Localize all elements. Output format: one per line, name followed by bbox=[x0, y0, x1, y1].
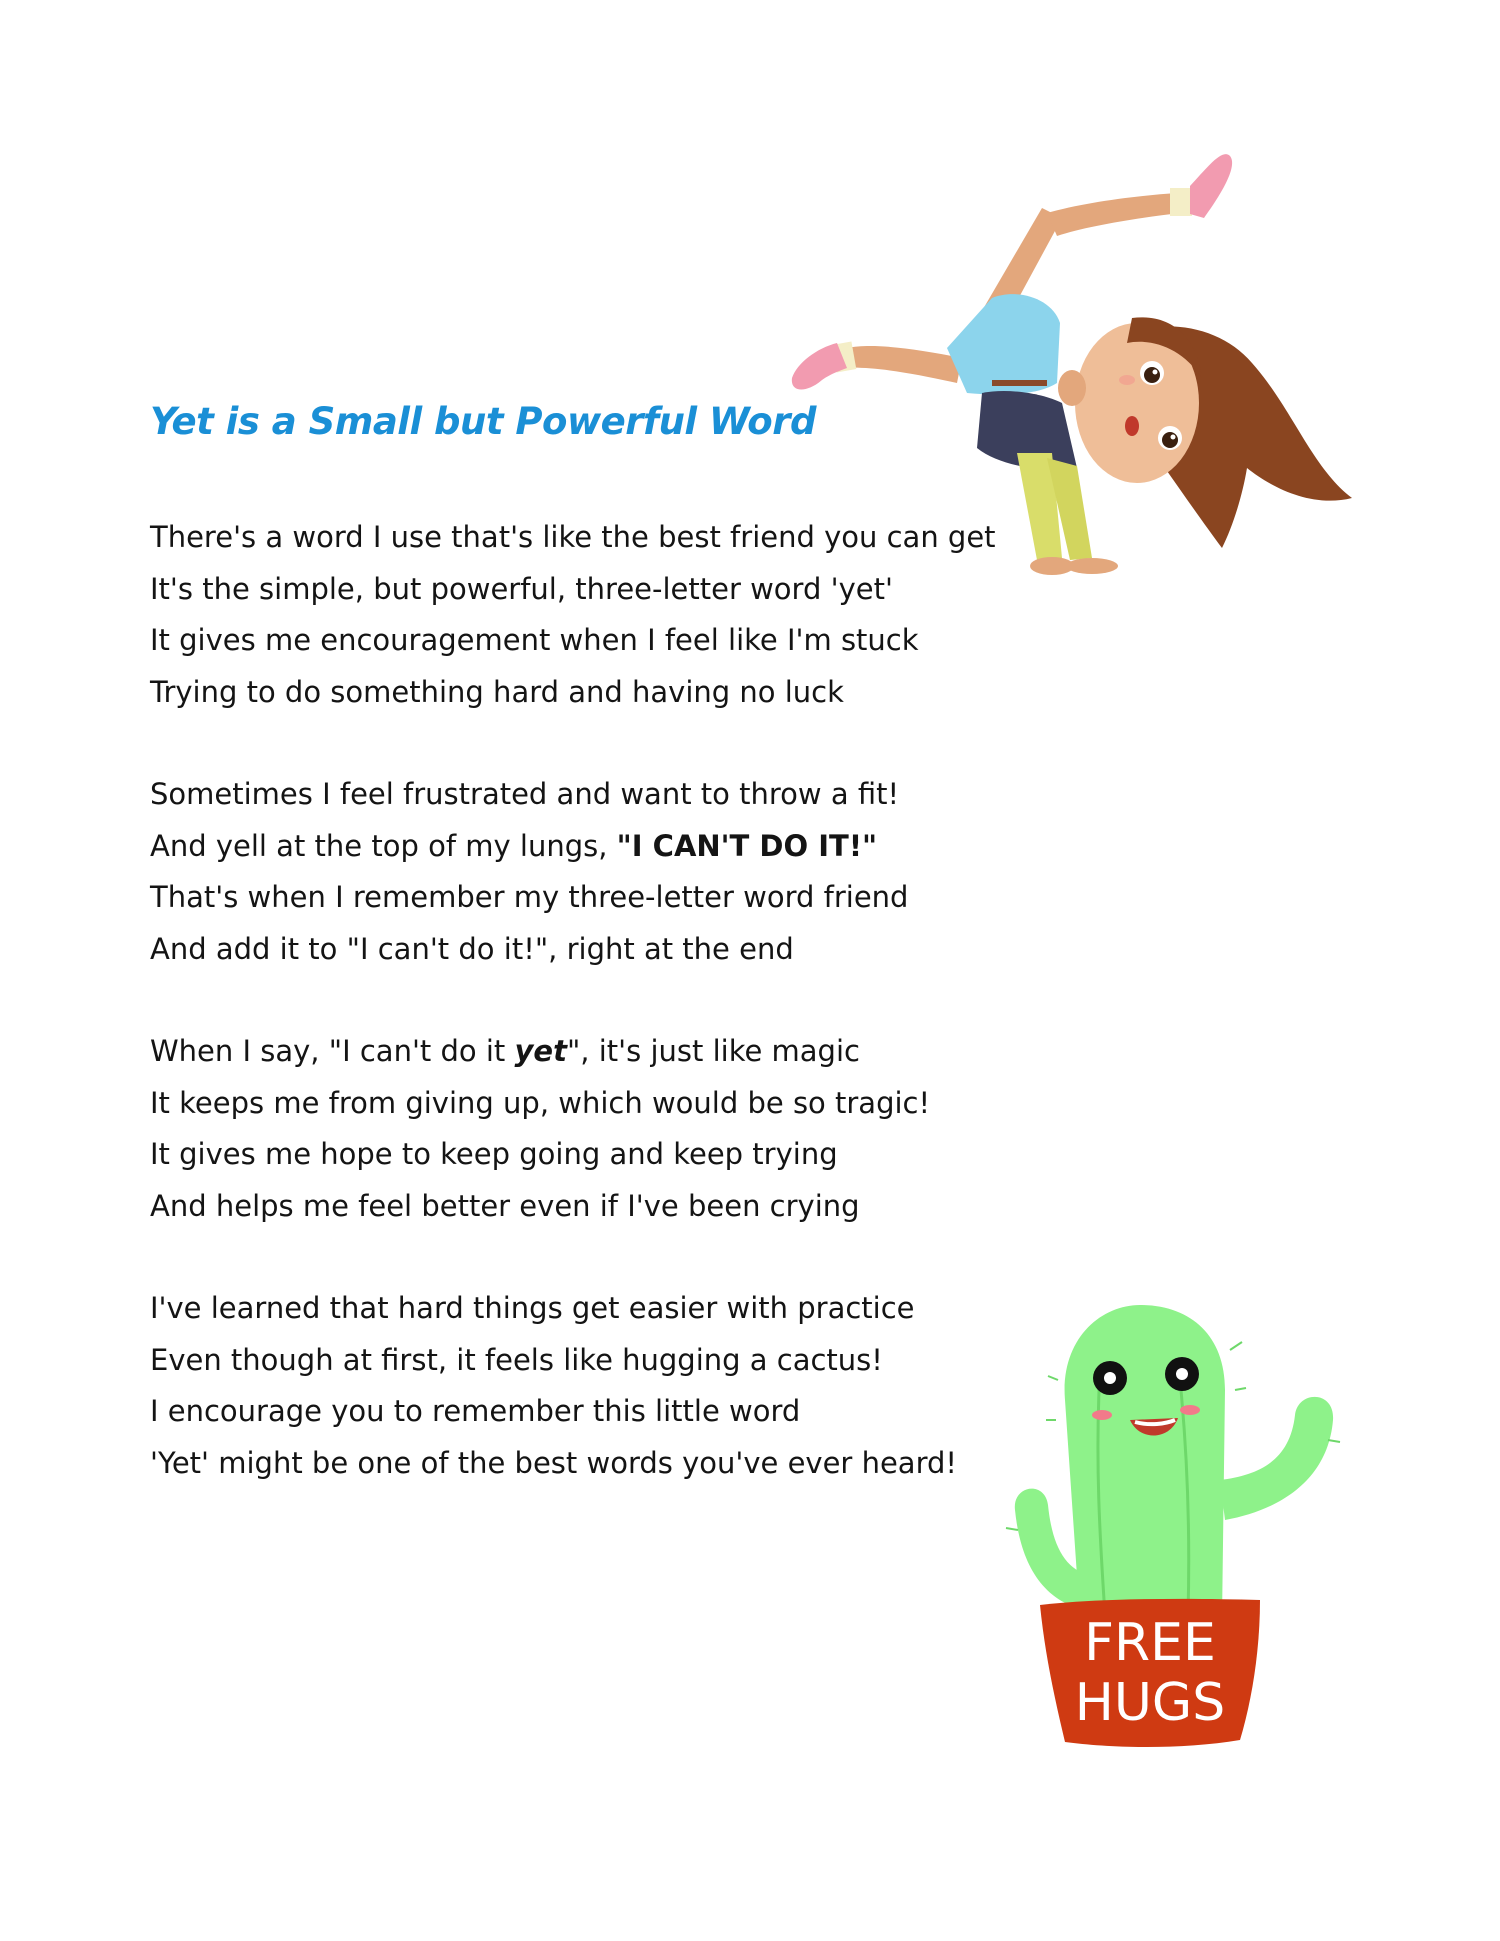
poem-line bbox=[150, 821, 1020, 873]
poem-line: Trying to do something hard and having no luck bbox=[150, 674, 844, 709]
poem-line: And helps me feel better even if I've been crying bbox=[150, 1188, 860, 1223]
poem-line: It gives me hope to keep going and keep trying bbox=[150, 1137, 838, 1171]
poem-line: I encourage you to remember this little word bbox=[150, 1394, 801, 1428]
poem-line: Sometimes I feel frustrated and want to throw a fit! bbox=[150, 777, 900, 811]
poem-line bbox=[150, 1026, 1020, 1078]
poem-line: There's a word I use that's like the best friend you can get bbox=[150, 520, 996, 554]
pot-text-hugs: HUGS bbox=[1074, 1673, 1226, 1733]
poem-body bbox=[150, 512, 1020, 1540]
stanza-2 bbox=[150, 769, 1020, 975]
cartwheel-girl-illustration bbox=[752, 148, 1360, 638]
poem-line: 'Yet' might be one of the best words you've ever heard! bbox=[150, 1445, 958, 1480]
pot-text-free: FREE bbox=[1084, 1613, 1216, 1673]
line-text: When I say, "I can't do it bbox=[150, 1034, 515, 1068]
stanza-3 bbox=[150, 1026, 1020, 1232]
poem-line: It's the simple, but powerful, three-letter word 'yet' bbox=[150, 571, 893, 606]
poem-line: It gives me encouragement when I feel like I'm stuck bbox=[150, 623, 919, 657]
cactus-illustration bbox=[990, 1280, 1355, 1780]
poem-line: It keeps me from giving up, which would be so tragic! bbox=[150, 1085, 931, 1120]
shout-text: "I CAN'T DO IT!" bbox=[616, 828, 878, 863]
emphasis-yet: yet bbox=[514, 1034, 567, 1068]
poem-title: Yet is a Small but Powerful Word bbox=[150, 400, 816, 443]
poem-line: And add it to "I can't do it!", right at the end bbox=[150, 931, 794, 966]
line-text: And yell at the top of my lungs, bbox=[150, 828, 617, 863]
poem-line: Even though at first, it feels like hugging a cactus! bbox=[150, 1342, 883, 1377]
poem-line: That's when I remember my three-letter word friend bbox=[150, 880, 909, 914]
line-text: ", it's just like magic bbox=[566, 1034, 860, 1068]
stanza-4 bbox=[150, 1283, 1020, 1489]
poem-line: I've learned that hard things get easier with practice bbox=[150, 1291, 915, 1325]
